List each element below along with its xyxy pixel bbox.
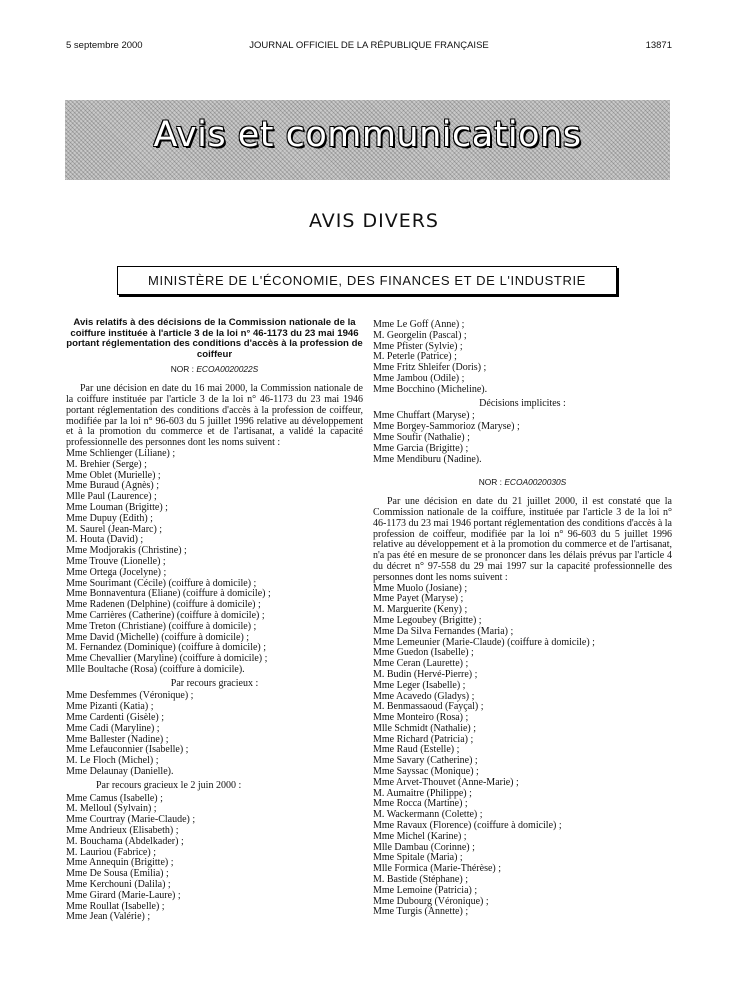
name-entry: Mlle Paul (Laurence) ; (66, 491, 157, 503)
name-entry: Mme Guedon (Isabelle) ; (373, 647, 474, 659)
name-entry: Mme Modjorakis (Christine) ; (66, 545, 187, 557)
name-entry: Mme Richard (Patricia) ; (373, 733, 474, 745)
name-entry: Mme Chuffart (Maryse) ; (373, 410, 475, 422)
recours-label: Par recours gracieux : (170, 677, 259, 689)
name-entry: Mme Ceran (Laurette) ; (373, 658, 469, 670)
name-entry: Mme Treton (Christiane) (coiffure à domicile) ; (66, 620, 257, 632)
name-entry: Mme Leger (Isabelle) ; (373, 679, 466, 691)
name-entry: Mme Cadi (Maryline) ; (66, 722, 160, 734)
name-entry: Mlle Formica (Marie-Thérèse) ; (373, 863, 502, 875)
name-entry: Mme Jean (Valérie) ; (66, 911, 151, 923)
name-list (66, 449, 363, 676)
name-entry: Mme Arvet-Thouvet (Anne-Marie) ; (373, 776, 519, 788)
name-entry: M. Lauriou (Fabrice) ; (66, 846, 156, 858)
name-entry: M. Fernandez (Dominique) (coiffure à domicile) ; (66, 642, 267, 654)
recours2-name-list (66, 794, 363, 924)
name-entry: M. Houta (David) ; (66, 534, 144, 546)
name-entry: Mme Delaunay (Danielle). (66, 766, 174, 778)
name-entry: Mme Monteiro (Rosa) ; (373, 712, 469, 724)
section-title: Avis et communications (153, 115, 582, 155)
header-journal-title: JOURNAL OFFICIEL DE LA RÉPUBLIQUE FRANÇAISE (249, 40, 489, 51)
name-entry: Mme Cardenti (Gisèle) ; (66, 712, 165, 724)
name-entry: M. Melloul (Sylvain) ; (66, 803, 157, 815)
ministry-box: MINISTÈRE DE L'ÉCONOMIE, DES FINANCES ET DE L'INDUSTRIE (117, 266, 617, 295)
name-entry: Mme Pizanti (Katia) ; (66, 701, 154, 713)
name-entry: Mme Le Goff (Anne) ; (373, 319, 465, 330)
name-entry: Mme Michel (Karine) ; (373, 830, 467, 842)
name-entry: Mme Acavedo (Gladys) ; (373, 690, 475, 702)
name-entry: Mme Desfemmes (Véronique) ; (66, 690, 194, 702)
name-entry: Mme Girard (Marie-Laure) ; (66, 889, 181, 901)
name-entry: M. Georgelin (Pascal) ; (373, 329, 467, 341)
name-entry: Mme Buraud (Agnès) ; (66, 480, 160, 492)
name-entry: Mme Camus (Isabelle) ; (66, 792, 163, 804)
name-entry: M. Marguerite (Keny) ; (373, 604, 468, 616)
recours-name-list (66, 691, 363, 777)
decision-paragraph: Par une décision en date du 16 mai 2000, la Commission nationale de la coiffure instituée par l'article 3 de la loi n° 46-1173 du 23 mai 1946 portant réglementation des conditions d'accès à la profession de coiffeur, modifiée par la loi n° 96-603 du 5 juillet 1996 relative au développement et à la promotion du commerce et de l'artisanat, a validé la capacité professionnelle des personnes dont les noms suivent : (66, 383, 363, 449)
name-entry: Mme Borgey-Sammorioz (Maryse) ; (373, 421, 520, 433)
name-entry: Mme Bocchino (Micheline). (373, 383, 488, 395)
header-page-number: 13871 (645, 40, 672, 51)
name-entry: Mlle Schmidt (Nathalie) ; (373, 722, 477, 734)
name-entry: M. Bouchama (Abdelkader) ; (66, 835, 184, 847)
name-entry: Mme Annequin (Brigitte) ; (66, 857, 174, 869)
left-column (66, 318, 363, 923)
name-entry: Mme David (Michelle) (coiffure à domicile) ; (66, 631, 250, 643)
name-entry: Mme Rocca (Martine) ; (373, 798, 468, 810)
recours2-label: Par recours gracieux le 2 juin 2000 : (96, 779, 242, 791)
name-entry: M. Benmassaoud (Fayçal) ; (373, 701, 484, 713)
name-entry: M. Le Floch (Michel) ; (66, 755, 159, 767)
nor-code-2: ECOA0020030S (504, 477, 567, 488)
notice-title: Avis relatifs à des décisions de la Commission nationale de la coiffure instituée à l'article 3 de la loi n° 46-1173 du 23 mai 1946 portant réglementation des conditions d'accès à la profession de coiffeur (66, 317, 363, 360)
name-entry: Mlle Dambau (Corinne) ; (373, 841, 475, 853)
name-entry: Mme Chevallier (Maryline) (coiffure à domicile) ; (66, 653, 268, 665)
name-entry: Mme Ballester (Nadine) ; (66, 733, 169, 745)
name-entry: Mme De Sousa (Emilia) ; (66, 868, 169, 880)
right-column (373, 320, 672, 918)
name-entry: Mme Lemeunier (Marie-Claude) (coiffure à domicile) ; (373, 636, 595, 648)
name-entry: Mme Dupuy (Edith) ; (66, 512, 153, 524)
name-entry: Mme Dubourg (Véronique) ; (373, 895, 489, 907)
name-entry: Mme Ortega (Jocelyne) ; (66, 566, 167, 578)
page-header (66, 40, 672, 54)
name-entry: Mme Schlienger (Liliane) ; (66, 447, 176, 459)
name-entry: Mme Trouve (Lionelle) ; (66, 555, 166, 567)
name-entry: M. Peterle (Patrice) ; (373, 351, 457, 363)
name-entry: Mme Turgis (Annette) ; (373, 906, 469, 918)
name-entry: Mme Da Silva Fernandes (Maria) ; (373, 625, 514, 637)
name-entry: Mme Oblet (Murielle) ; (66, 469, 161, 481)
name-entry: Mlle Boultache (Rosa) (coiffure à domicile). (66, 663, 245, 675)
name-entry: Mme Fritz Shleifer (Doris) ; (373, 362, 487, 374)
name-entry: Mme Lemoine (Patricia) ; (373, 884, 478, 896)
name-entry: Mme Andrieux (Elisabeth) ; (66, 825, 179, 837)
name-entry: Mme Garcia (Brigitte) ; (373, 442, 469, 454)
name-entry: M. Brehier (Serge) ; (66, 458, 147, 470)
name-entry: Mme Pfister (Sylvie) ; (373, 340, 463, 352)
nor-reference (66, 364, 363, 375)
name-entry: Mme Muolo (Josiane) ; (373, 582, 468, 594)
name-entry: Mme Mendiburu (Nadine). (373, 453, 482, 465)
name-entry: Mme Carrières (Catherine) (coiffure à domicile) ; (66, 609, 265, 621)
name-entry: Mme Sourimant (Cécile) (coiffure à domicile) ; (66, 577, 257, 589)
nor-label: NOR : (170, 364, 194, 375)
name-entry: Mme Roullat (Isabelle) ; (66, 900, 165, 912)
name-entry: Mme Bonnaventura (Eliane) (coiffure à domicile) ; (66, 588, 271, 600)
name-entry: Mme Lefauconnier (Isabelle) ; (66, 744, 189, 756)
name-entry: M. Saurel (Jean-Marc) ; (66, 523, 163, 535)
name-entry: Mme Savary (Catherine) ; (373, 755, 478, 767)
header-date: 5 septembre 2000 (66, 40, 143, 51)
subsection-title: AVIS DIVERS (309, 210, 439, 232)
name-entry: Mme Radenen (Delphine) (coiffure à domicile) ; (66, 599, 261, 611)
nor-reference-2 (373, 477, 672, 488)
name-entry: Mme Legoubey (Brigitte) ; (373, 614, 482, 626)
name-entry: Mme Kerchouni (Dalila) ; (66, 879, 171, 891)
name-entry: Mme Jambou (Odile) ; (373, 372, 465, 384)
name-entry: M. Budin (Hervé-Pierre) ; (373, 668, 478, 680)
name-entry: Mme Soufir (Nathalie) ; (373, 431, 470, 443)
name-entry: M. Aumaitre (Philippe) ; (373, 787, 472, 799)
implicit-name-list (373, 411, 672, 465)
name-entry: Mme Sayssac (Monique) ; (373, 766, 479, 778)
nor-label-2: NOR : (478, 477, 502, 488)
name-list-2 (373, 584, 672, 919)
name-entry: Mme Louman (Brigitte) ; (66, 501, 168, 513)
name-entry: M. Wackermann (Colette) ; (373, 809, 483, 821)
decision-paragraph-2: Par une décision en date du 21 juillet 2000, il est constaté que la Commission nationale de la coiffure, instituée par l'article 3 de la loi n° 46-1173 du 23 mai 1946 portant réglementation des conditions d'accès à la profession de coiffeur, modifiée par la loi n° 96-603 du 5 juillet 1996 relative au développement et à la promotion du commerce et de l'artisanat, n'a pas été en mesure de se prononcer dans les délais prévus par l'article 4 du décret n° 97-558 du 29 mai 1997 sur la capacité professionnelle des personnes dont les noms suivent : (373, 496, 672, 583)
name-entry: Mme Payet (Maryse) ; (373, 593, 464, 605)
nor-code: ECOA0020022S (196, 364, 259, 375)
continued-name-list (373, 320, 672, 396)
name-entry: Mme Courtray (Marie-Claude) ; (66, 814, 196, 826)
name-entry: M. Bastide (Stéphane) ; (373, 874, 468, 886)
name-entry: Mme Ravaux (Florence) (coiffure à domicile) ; (373, 820, 562, 832)
name-entry: Mme Spitale (Maria) ; (373, 852, 463, 864)
implicit-decisions-label: Décisions implicites : (479, 397, 566, 409)
section-banner (65, 100, 670, 180)
name-entry: Mme Raud (Estelle) ; (373, 744, 460, 756)
